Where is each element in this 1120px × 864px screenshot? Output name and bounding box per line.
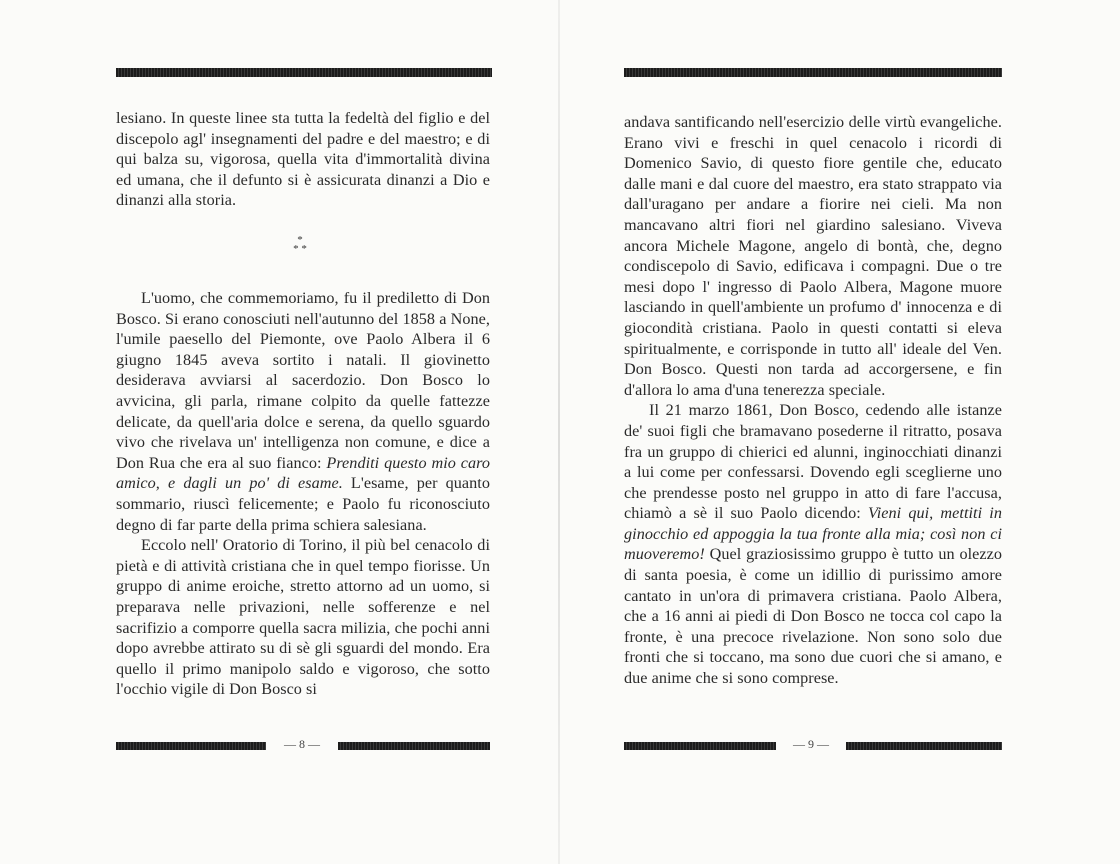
text-block-main [624, 112, 1002, 689]
page-footer [116, 737, 490, 752]
asterism-bottom: * * [293, 243, 307, 255]
paragraph-text: Quel graziosissimo gruppo è tutto un olezzo di santa poesia, è come un idillio di purissimo amore cantato in un'ora di primavera cristiana. Paolo Albera, che a 16 anni ai piedi di Don Bosco ne tocca col capo la fronte, è una precoce rivelazione. Non sono solo due fronti che si toccano, ma sono due cuori che si amano, e due anime che si sono compresе. [624, 545, 1002, 688]
paragraph-oratorio: Eccolo nell' Oratorio di Torino, il più bel cenacolo di pietà e di attività cristiana che in quel tempo fiorisse. Un gruppo di anime eroiche, stretto attorno ad un uomo, si preparava nelle privazioni, nelle sofferenze e nel sacrifizio a comporre quella sacra milizia, che pochi anni dopo avrebbe attirato su di sè gli sguardi del mondo. Era quello il primo manipolo saldo e vigoroso, che sotto l'occhio vigile di Don Bosco si [116, 536, 490, 699]
page-number: — 8 — [284, 737, 320, 751]
text-block-main [116, 288, 490, 700]
asterism-top: * [297, 234, 303, 246]
text-block-opening [116, 108, 490, 211]
left-page [0, 0, 558, 864]
paragraph-ritratto [624, 400, 1002, 688]
footer-rule-left [116, 742, 266, 750]
paragraph-text: L'uomo, che commemoriamo, fu il prediletto di Don Bosco. Si erano conosciuti nell'autunno del 1858 a None, l'umile paesello del Piemonte, ove Paolo Albera il 6 giugno 1845 aveva sortito i natali. Il giovinetto desiderava avviarsi al sacerdozio. Don Bosco lo avvicina, gli parla, rimane colpito da quelle fattezze delicate, da quell'aria dolce e serena, da quello sguardo vivo che rivelava un' intelligenza non comune, e dice a Don Rua che era al suo fianco: [116, 289, 490, 472]
header-rule [624, 68, 1002, 77]
header-rule [116, 68, 492, 77]
footer-rule-right [338, 742, 490, 750]
paragraph-text: L'esame, per quanto sommario, riuscì felicemente; e Paolo fu riconosciuto degno di far parte della prima schiera salesiana. [116, 474, 490, 534]
paragraph-continuation: andava santificando nell'esercizio delle virtù evangeliche. Erano vivi e freschi in quel cenacolo i ricordi di Domenico Savio, di questo fiore gentile che, educato dalle mani e dal cuore del maestro, era stato strappato via dall'uragano per andare a fiorire nei cieli. Ma non mancavano altri fiori nel giardino salesiano. Viveva ancora Michele Magone, angelo di bontà, che, degno condiscepolo di Savio, edificava i compagni. Due o tre mesi dopo l' ingresso di Paolo Albera, Magone muore lasciando in quell'ambiente un profumo d' innocenza e di giocondità cristiana. Paolo in questi contatti si eleva spiritualmente, e corrisponde in tutto all' ideale del Ven. Don Bosco. Questi non tarda ad accorgersene, e fin d'allora lo ama d'una tenerezza speciale. [624, 113, 1002, 399]
paragraph-prediletto [116, 288, 490, 535]
asterism-ornament [280, 236, 320, 254]
footer-rule-right [846, 742, 1002, 750]
right-page [560, 0, 1120, 864]
page-number: — 9 — [793, 737, 829, 751]
paragraph-continuation: lesiano. In queste linee sta tutta la fedeltà del figlio e del discepolo agl' insegnamenti del padre e del maestro; e di qui balza su, vigorosa, quella vita d'immortalità divina ed umana, che il defunto si è assicurata dinanzi a Dio e dinanzi alla storia. [116, 109, 490, 210]
footer-rule-left [624, 742, 776, 750]
paragraph-text: Il 21 marzo 1861, Don Bosco, cedendo alle istanze de' suoi figli che bramavano posederne il ritratto, posava fra un gruppo di chierici ed alunni, inginocchiati dinanzi a lui come per confessarsi. Dovendo egli sceglierne uno che prendesse posto nel gruppo in atto di fare l'accusa, chiamò a sè il suo Paolo dicendo: [624, 401, 1002, 523]
quote-italic: Vieni qui, mettiti in ginocchio ed appoggia la tua fronte alla mia; così non ci muoveremo! [624, 504, 1003, 564]
quote-italic: Prenditi questo mio caro amico, e dagli un po' di esame. [116, 453, 491, 493]
page-footer [624, 737, 1002, 752]
